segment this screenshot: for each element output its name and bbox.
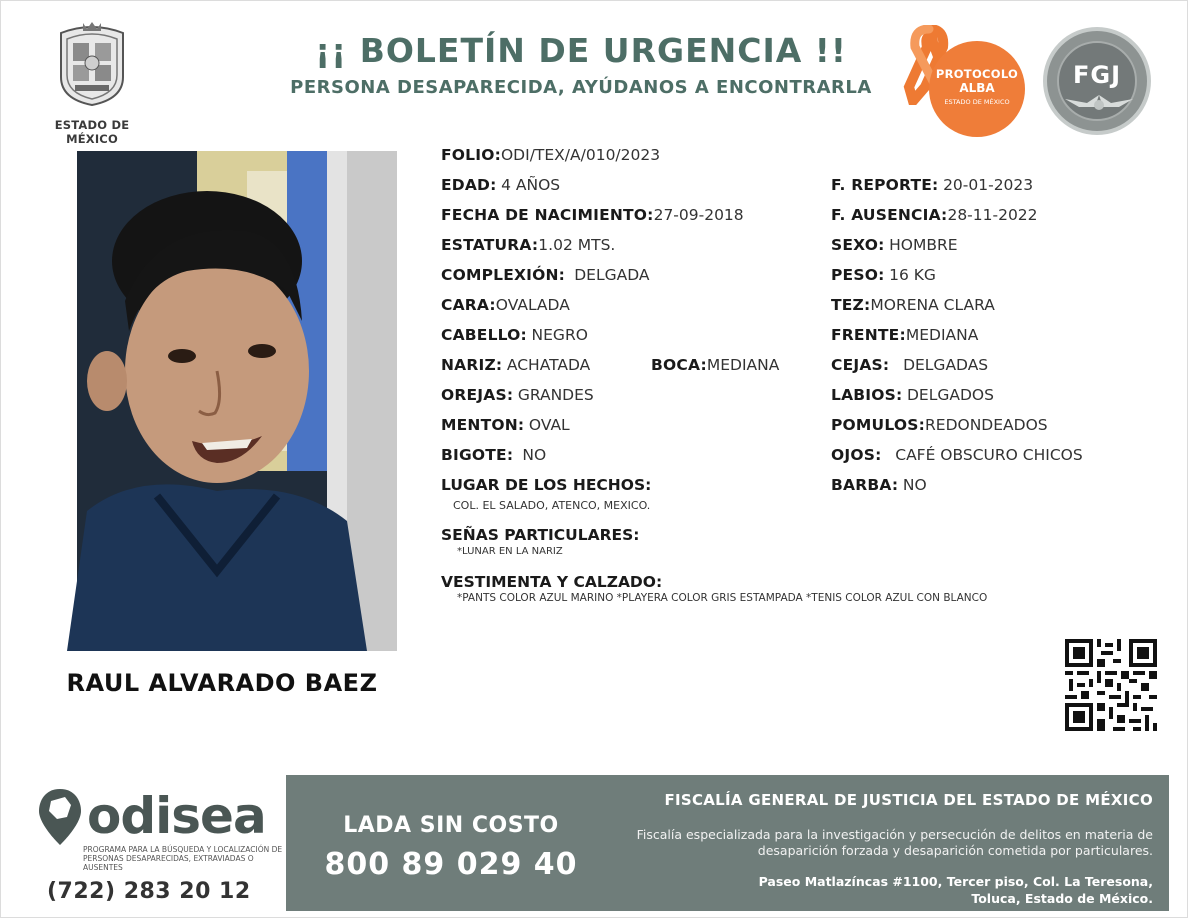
field-value: OVAL: [528, 416, 570, 434]
field-label: EDAD:: [441, 176, 497, 194]
field-label: BOCA:: [651, 356, 707, 374]
alba-line1: PROTOCOLO: [935, 67, 1019, 81]
vestimenta-label: VESTIMENTA Y CALZADO:: [441, 573, 663, 591]
field-label: FOLIO:: [441, 146, 501, 164]
field-label: FECHA DE NACIMIENTO:: [441, 206, 654, 224]
odisea-phone[interactable]: (722) 283 20 12: [47, 879, 251, 904]
field-label: BARBA:: [831, 476, 899, 494]
vestimenta-value: *PANTS COLOR AZUL MARINO *PLAYERA COLOR GRIS ESTAMPADA *TENIS COLOR AZUL CON BLANCO: [457, 592, 988, 604]
field-peso: [831, 266, 936, 285]
field-value: 28-11-2022: [947, 206, 1038, 224]
field-labios: [831, 386, 994, 405]
field-value: 1.02 MTS.: [538, 236, 616, 254]
fgj-label: FGJ: [1072, 61, 1122, 89]
field-label: PESO:: [831, 266, 885, 284]
lugar-hechos-value: COL. EL SALADO, ATENCO, MEXICO.: [453, 499, 651, 512]
field-value: OVALADA: [495, 296, 570, 314]
field-frente: [831, 326, 978, 345]
field-value: 16 KG: [889, 266, 936, 284]
field-label: SEXO:: [831, 236, 885, 254]
field-nariz: [441, 356, 590, 375]
field-edad: [441, 176, 560, 195]
field-ojos: [831, 446, 1083, 465]
field-label: COMPLEXIÓN:: [441, 266, 566, 284]
field-bigote: [441, 446, 546, 465]
child-portrait-image: [47, 151, 397, 651]
odisea-description: PROGRAMA PARA LA BÚSQUEDA Y LOCALIZACIÓN DE PERSONAS DESAPARECIDAS, EXTRAVIADAS O AUSENTES: [83, 845, 283, 872]
address-line2: Toluca, Estado de México.: [971, 891, 1153, 906]
fiscalia-address: [593, 873, 1153, 907]
odisea-logo-text: [39, 787, 279, 843]
field-reporte: [831, 176, 1033, 195]
field-label: TEZ:: [831, 296, 871, 314]
field-label: CEJAS:: [831, 356, 890, 374]
field-value: ODI/TEX/A/010/2023: [500, 146, 661, 164]
field-nacimiento: [441, 206, 744, 225]
field-label: OREJAS:: [441, 386, 514, 404]
fiscalia-title: FISCALÍA GENERAL DE JUSTICIA DEL ESTADO DE MÉXICO: [664, 791, 1153, 809]
lugar-hechos-label: LUGAR DE LOS HECHOS:: [441, 476, 652, 494]
field-label: BIGOTE:: [441, 446, 514, 464]
fgj-seal: [1043, 27, 1151, 135]
field-cabello: [441, 326, 588, 345]
field-pomulos: [831, 416, 1048, 435]
field-label: MENTON:: [441, 416, 525, 434]
alba-line2: ALBA: [959, 81, 995, 95]
field-label: ESTATURA:: [441, 236, 539, 254]
field-value: 20-01-2023: [943, 176, 1034, 194]
field-value: NEGRO: [531, 326, 588, 344]
field-value: GRANDES: [517, 386, 594, 404]
fgj-seal-inner: [1057, 41, 1137, 121]
field-value: NO: [902, 476, 927, 494]
alba-badge: [929, 41, 1025, 137]
state-coat-of-arms-icon: [53, 19, 131, 107]
field-value: CAFÉ OBSCURO CHICOS: [895, 446, 1083, 464]
qr-code-icon[interactable]: [1065, 639, 1157, 731]
fiscalia-description: Fiscalía especializada para la investigación y persecución de delitos en materia de desaparición forzada y desaparición cometida por particulares.: [636, 827, 1153, 858]
field-value: MEDIANA: [905, 326, 979, 344]
field-label: F. REPORTE:: [831, 176, 939, 194]
state-seal-block: [29, 19, 155, 146]
wings-icon: [1059, 89, 1139, 119]
field-tez: [831, 296, 995, 315]
field-value: MORENA CLARA: [870, 296, 995, 314]
odisea-wordmark: odisea: [87, 787, 266, 845]
missing-person-photo: [47, 151, 397, 651]
field-orejas: [441, 386, 594, 405]
field-label: LABIOS:: [831, 386, 903, 404]
field-label: FRENTE:: [831, 326, 906, 344]
field-ausencia: [831, 206, 1038, 225]
address-line1: Paseo Matlazíncas #1100, Tercer piso, Col. La Teresona,: [758, 874, 1153, 889]
field-label: CARA:: [441, 296, 496, 314]
field-value: DELGADAS: [903, 356, 989, 374]
field-value: HOMBRE: [889, 236, 958, 254]
field-value: NO: [522, 446, 547, 464]
person-name: RAUL ALVARADO BAEZ: [66, 669, 378, 697]
field-value: 27-09-2018: [653, 206, 744, 224]
senas-particulares-value: *LUNAR EN LA NARIZ: [457, 546, 563, 557]
field-barba: [831, 476, 927, 495]
footer-bar: [286, 775, 1169, 911]
field-label: CABELLO:: [441, 326, 527, 344]
field-menton: [441, 416, 570, 435]
field-folio: [441, 146, 660, 165]
bulletin-title: ¡¡ BOLETÍN DE URGENCIA !!: [315, 31, 847, 70]
field-label: F. AUSENCIA:: [831, 206, 948, 224]
protocolo-alba-logo: [899, 25, 1031, 133]
field-value: 4 AÑOS: [501, 176, 561, 194]
field-label: NARIZ:: [441, 356, 503, 374]
field-value: ACHATADA: [506, 356, 591, 374]
alba-line3: ESTADO DE MÉXICO: [944, 98, 1010, 106]
field-estatura: [441, 236, 615, 255]
field-label: POMULOS:: [831, 416, 926, 434]
field-value: MEDIANA: [706, 356, 780, 374]
field-value: REDONDEADOS: [925, 416, 1048, 434]
field-cejas: [831, 356, 988, 375]
bulletin-subtitle: PERSONA DESAPARECIDA, AYÚDANOS A ENCONTRARLA: [290, 77, 872, 98]
lada-sin-costo-number[interactable]: 800 89 029 40: [324, 847, 578, 882]
field-value: DELGADOS: [907, 386, 994, 404]
odisea-block: [31, 783, 281, 913]
field-cara: [441, 296, 570, 315]
senas-particulares-label: SEÑAS PARTICULARES:: [441, 526, 640, 544]
field-value: DELGADA: [574, 266, 650, 284]
field-sexo: [831, 236, 958, 255]
field-complexion: [441, 266, 650, 285]
state-label: ESTADO DE MÉXICO: [54, 118, 130, 146]
lada-sin-costo-label: LADA SIN COSTO: [343, 813, 559, 838]
field-label: OJOS:: [831, 446, 882, 464]
field-boca: [651, 356, 779, 375]
